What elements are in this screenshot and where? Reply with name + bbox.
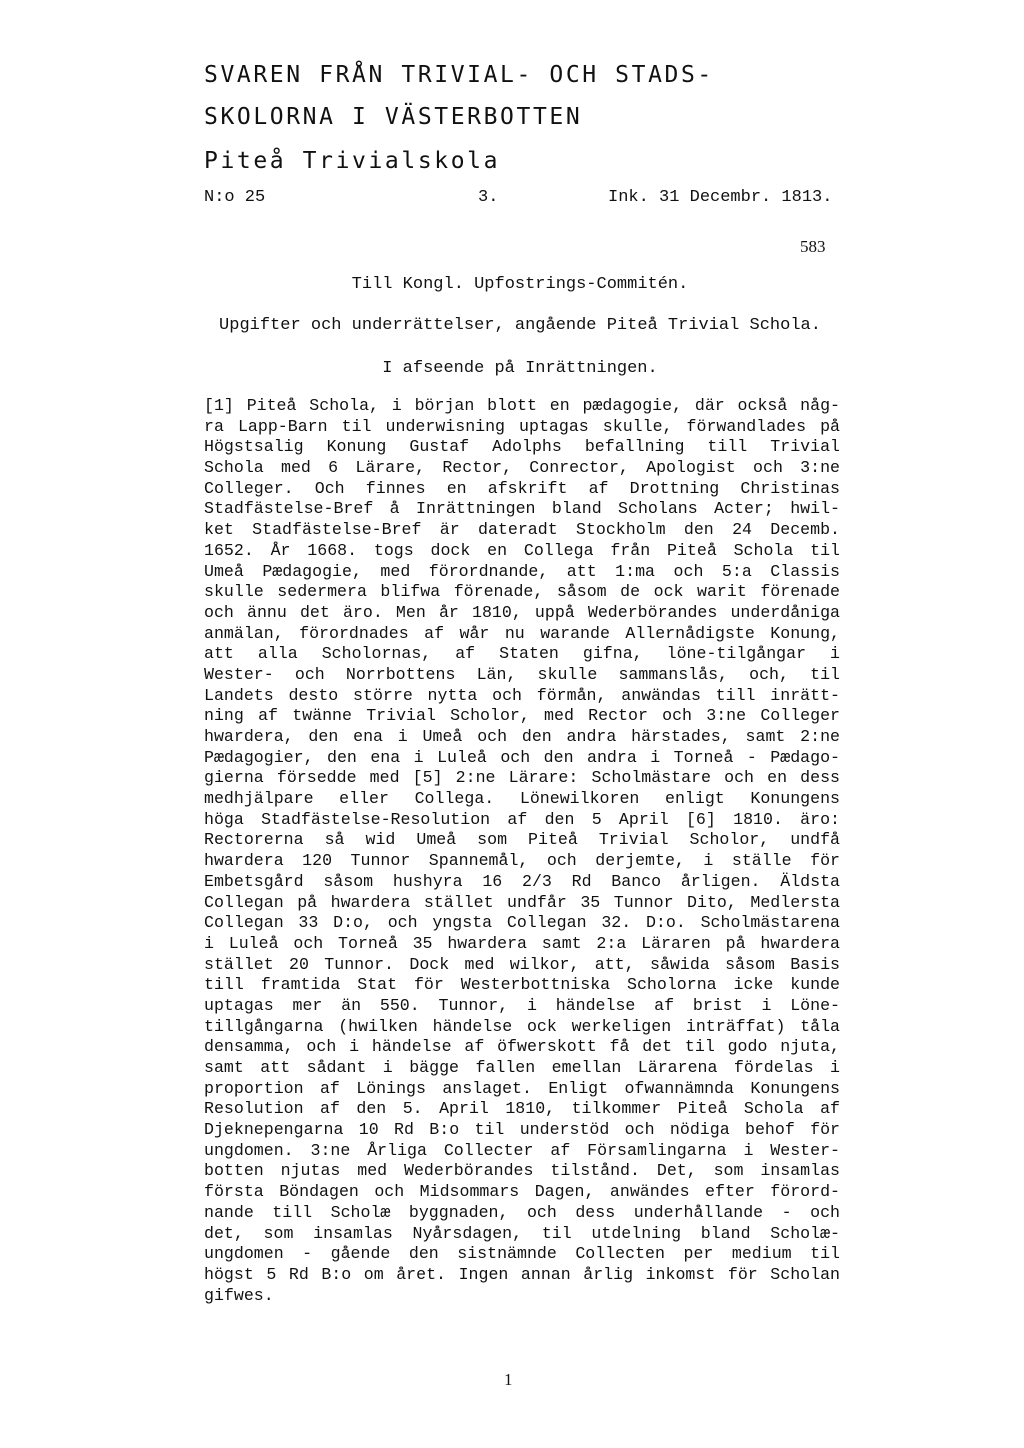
body-line: höga Stadfästelse-Resolution af den 5 April [6] 1810. äro: xyxy=(204,809,840,829)
body-line: Djeknepengarna 10 Rd B:o til understöd och nödiga behof för xyxy=(204,1120,840,1140)
addressee: Till Kongl. Upfostrings-Commitén. xyxy=(351,275,689,294)
body-line: ungdomen. 3:ne Årliga Collecter af Församlingarna i Wester- xyxy=(204,1140,840,1160)
document-title-line-2: SKOLORNA I VÄSTERBOTTEN xyxy=(204,104,583,130)
body-line: densamma, och i händelse af öfwerskott få det til godo njuta, xyxy=(204,1037,840,1057)
body-line: ungdomen - gående den sistnämnde Collecten per medium til xyxy=(204,1244,840,1264)
body-line: nande till Scholæ byggnaden, och dess underhållande - och xyxy=(204,1202,840,1222)
body-line: 1652. År 1668. togs dock en Collega från Piteå Schola til xyxy=(204,540,840,560)
document-title-line-1: SVAREN FRÅN TRIVIAL- OCH STADS- xyxy=(204,62,714,88)
body-line: gifwes. xyxy=(204,1285,274,1305)
body-line: Colleger. Och finnes en afskrift af Drottning Christinas xyxy=(204,478,840,498)
section-heading: I afseende på Inrättningen. xyxy=(382,359,658,378)
body-line: till framtida Stat för Westerbottniska Scholorna icke kunde xyxy=(204,975,840,995)
received-date: Ink. 31 Decembr. 1813. xyxy=(608,188,833,207)
body-line: proportion af Lönings anslaget. Enligt ofwannämnda Konungens xyxy=(204,1078,840,1098)
item-number: 3. xyxy=(478,188,499,207)
body-line: och ännu det äro. Men år 1810, uppå Wederbörandes underdåniga xyxy=(204,602,840,622)
body-line: ning af twänne Trivial Scholor, med Rector och 3:ne Colleger xyxy=(204,706,840,726)
body-line: skulle sedermera blifwa förenade, såsom de ock warit förenade xyxy=(204,582,840,602)
school-name: Piteå Trivialskola xyxy=(204,148,501,174)
body-line: Stadfästelse-Bref å Inrättningen bland Scholans Acter; hwil- xyxy=(204,499,840,519)
document-number: N:o 25 xyxy=(204,188,266,207)
body-text xyxy=(204,396,840,1306)
body-line: ra Lapp-Barn til underwisning uptagas skulle, förwandlades på xyxy=(204,416,840,436)
subject-line: Upgifter och underrättelser, angående Piteå Trivial Schola. xyxy=(219,316,821,335)
page-reference: 583 xyxy=(800,237,826,256)
body-line: Wester- och Norrbottens Län, skulle sammanslås, och, til xyxy=(204,664,840,684)
body-line: samt att sådant i bägge fallen emellan Lärarena fördelas i xyxy=(204,1058,840,1077)
body-line: [1] Piteå Schola, i början blott en pædagogie, där också någ- xyxy=(204,396,840,415)
body-line: uptagas mer än 550. Tunnor, i händelse af brist i Löne- xyxy=(204,995,840,1015)
body-line: Resolution af den 5. April 1810, tilkommer Piteå Schola af xyxy=(204,1099,840,1119)
body-line: Collegan 33 D:o, och yngsta Collegan 32. D:o. Scholmästarena xyxy=(204,913,840,933)
body-line: det, som insamlas Nyårsdagen, til utdelning bland Scholæ- xyxy=(204,1223,840,1243)
body-line: Collegan på hwardera stället undfår 35 Tunnor Dito, Medlersta xyxy=(204,892,840,912)
body-line: i Luleå och Torneå 35 hwardera samt 2:a Läraren på hwardera xyxy=(204,933,840,953)
body-line: medhjälpare eller Collega. Lönewilkoren enligt Konungens xyxy=(204,789,840,809)
body-line: Pædagogier, den ena i Luleå och den andra i Torneå - Pædago- xyxy=(204,747,840,767)
body-line: att alla Scholornas, af Staten gifna, löne-tilgångar i xyxy=(204,644,840,664)
footer-page-number: 1 xyxy=(504,1370,513,1389)
body-line: tillgångarna (hwilken händelse ock werkeligen inträffat) tåla xyxy=(204,1016,840,1036)
body-line: botten njutas med Wederbörandes tilstånd. Det, som insamlas xyxy=(204,1161,840,1181)
body-line: högst 5 Rd B:o om året. Ingen annan årlig inkomst för Scholan xyxy=(204,1264,840,1284)
body-line: Högstsalig Konung Gustaf Adolphs befallning till Trivial xyxy=(204,437,840,457)
body-line: stället 20 Tunnor. Dock med wilkor, att, såwida såsom Basis xyxy=(204,954,840,974)
body-line: Umeå Pædagogie, med förordnande, att 1:ma och 5:a Classis xyxy=(204,561,840,581)
body-line: anmälan, förordnades af wår nu warande Allernådigste Konung, xyxy=(204,623,840,643)
body-line: ket Stadfästelse-Bref är dateradt Stockholm den 24 Decemb. xyxy=(204,520,840,540)
body-line: Embetsgård såsom hushyra 16 2/3 Rd Banco årligen. Äldsta xyxy=(204,871,840,891)
body-line: hwardera, den ena i Umeå och den andra härstades, samt 2:ne xyxy=(204,727,840,746)
body-line: Landets desto större nytta och förmån, anwändas till inrätt- xyxy=(204,685,840,705)
body-line: hwardera 120 Tunnor Spannemål, och derjemte, i ställe för xyxy=(204,851,840,871)
body-line: Rectorerna så wid Umeå som Piteå Trivial Scholor, undfå xyxy=(204,830,840,850)
body-line: Schola med 6 Lärare, Rector, Conrector, Apologist och 3:ne xyxy=(204,458,840,478)
body-line: första Böndagen och Midsommars Dagen, anwändes efter förord- xyxy=(204,1182,840,1202)
body-line: gierna försedde med [5] 2:ne Lärare: Scholmästare och en dess xyxy=(204,768,840,788)
